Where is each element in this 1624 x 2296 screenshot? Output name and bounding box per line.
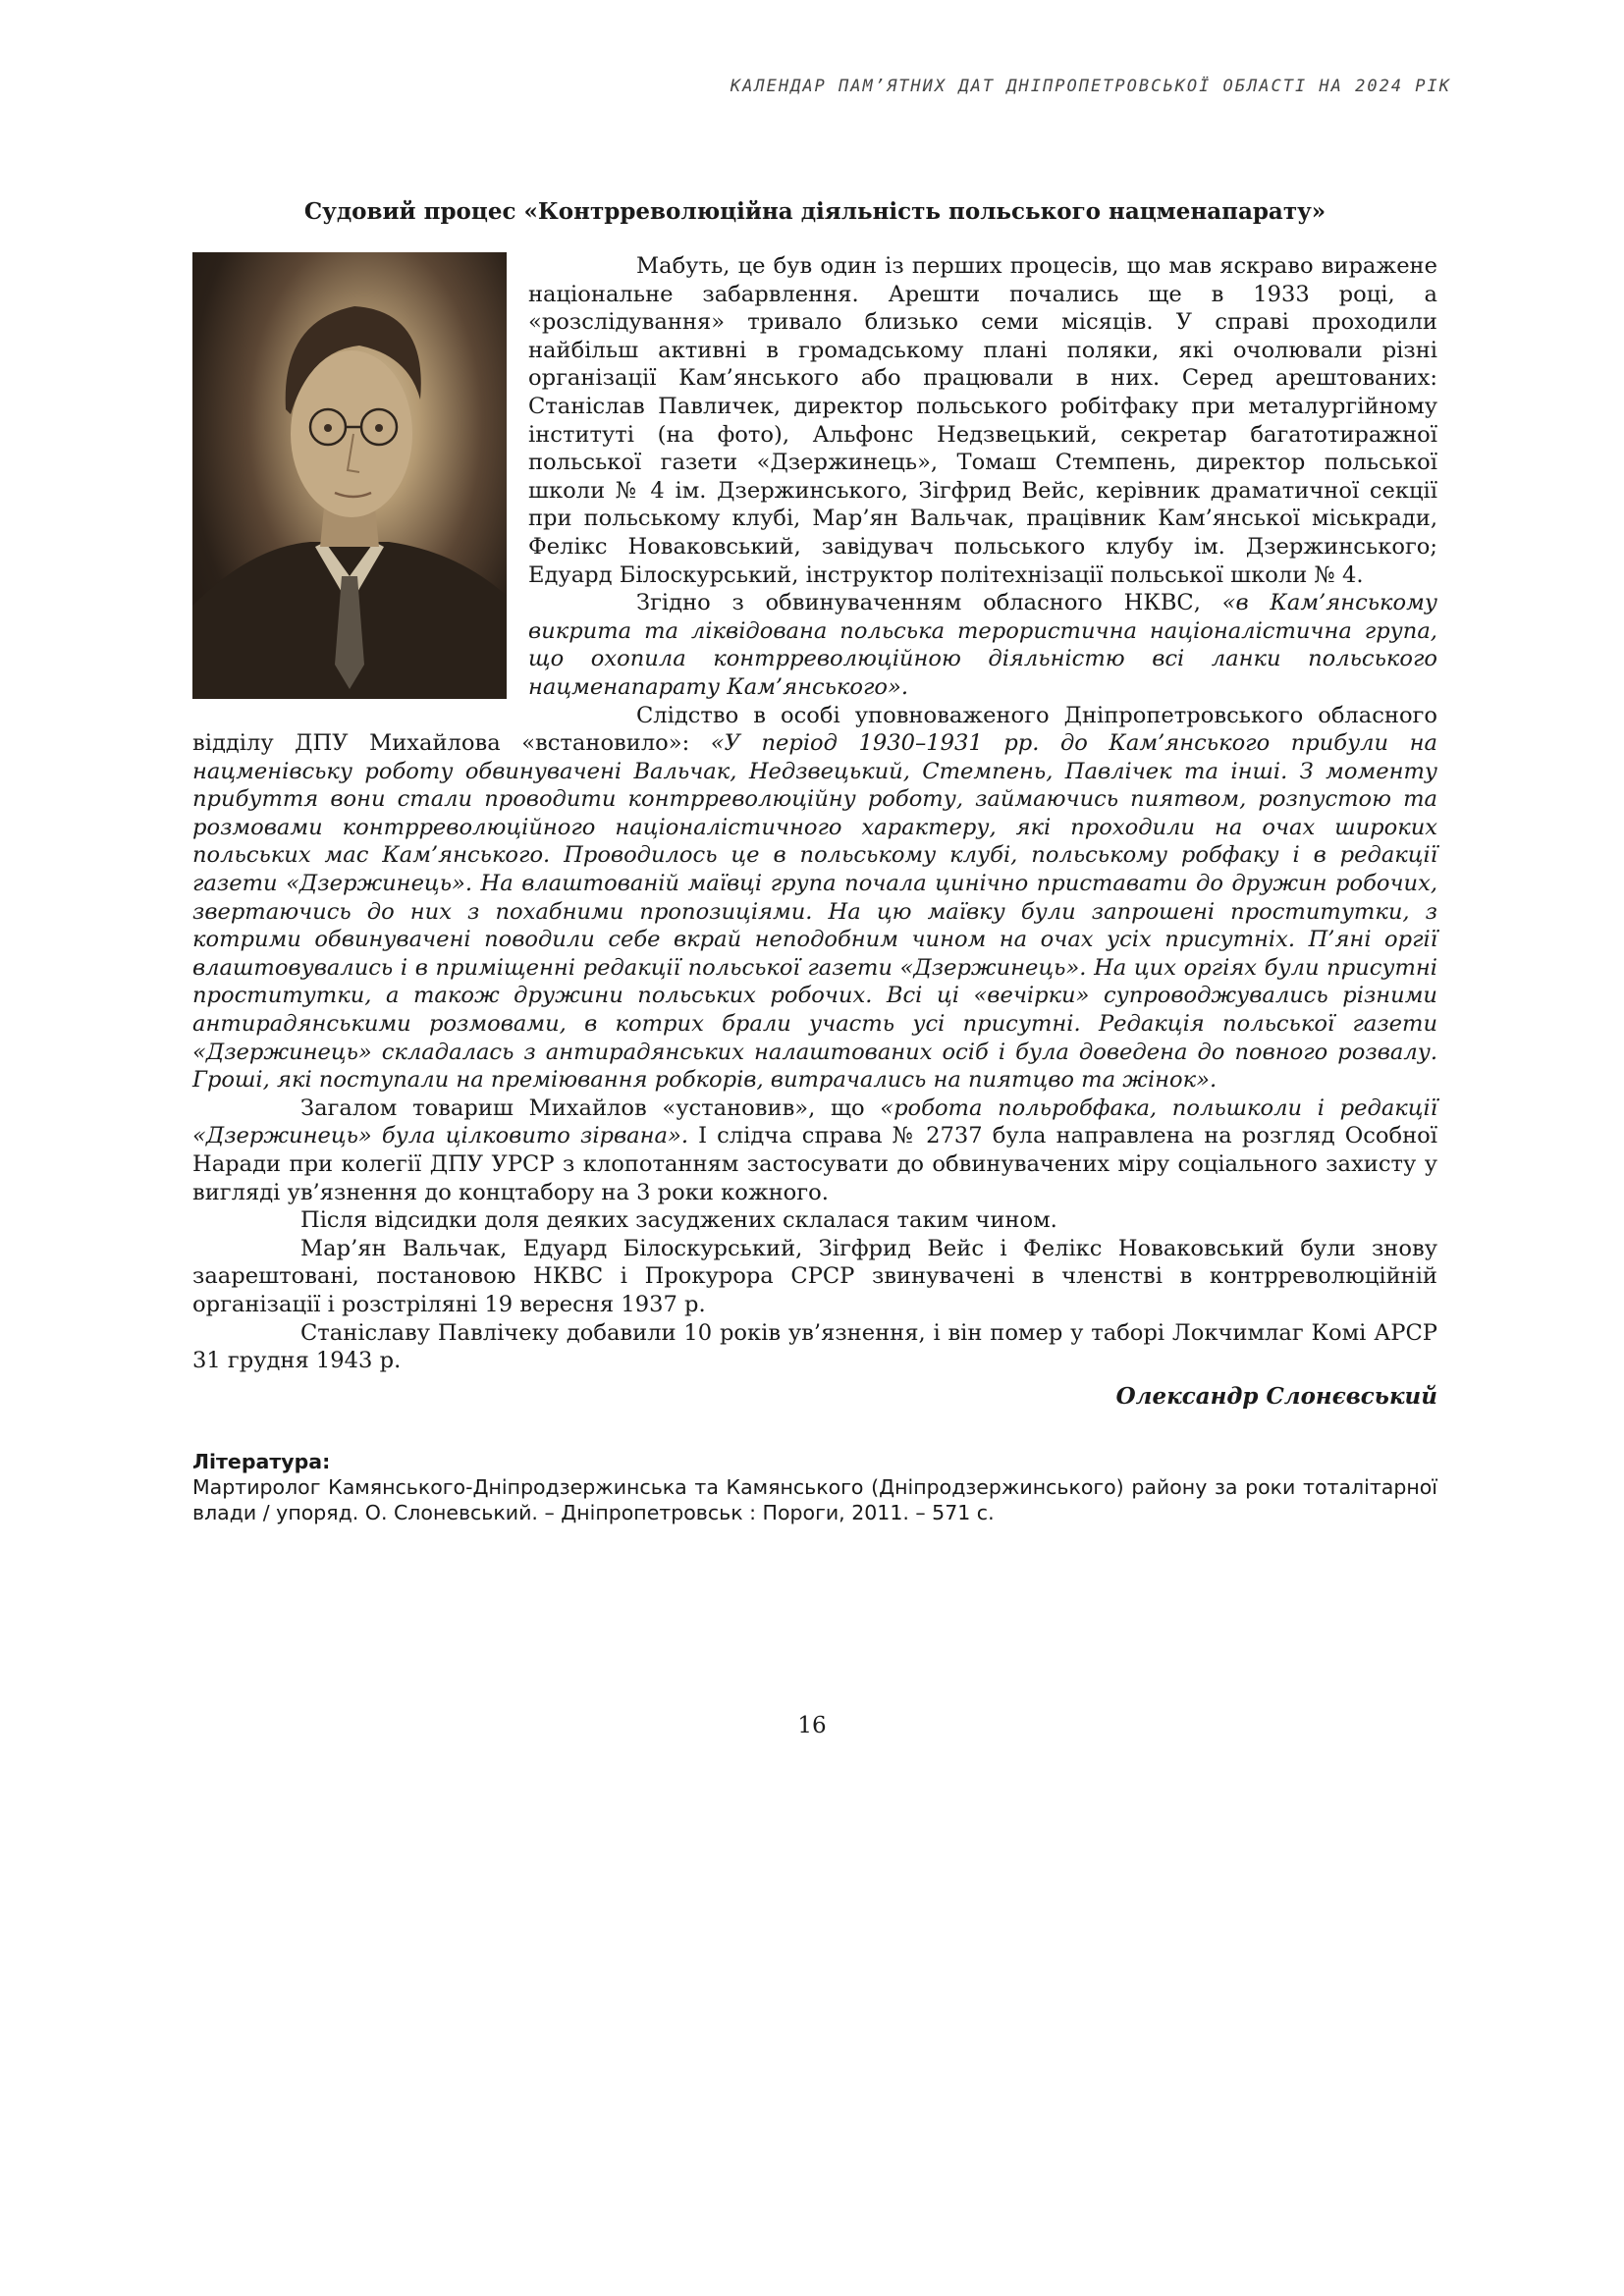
paragraph-6: Мар’ян Вальчак, Едуард Білоскурський, Зігфрид Вейс і Фелікс Новаковський були знову заарештовані, постановою НКВС і Прокурора СРСР звинувачені в членстві в контрреволюційній організації і розстріляні 19 вересня 1937 р.	[192, 1235, 1437, 1317]
paragraph-2-quote: «в Кам’янському викрита та ліквідована польська терористична націоналістична група, що охопила контрреволюційною діяльністю всі ланки польського нацменапарату Кам’янського».	[528, 590, 1437, 700]
paragraph-3-lead: Слідство в особі уповноваженого Дніпропетровського обласного відділу ДПУ Михайлова «встановило»:	[192, 702, 1437, 757]
paragraph-4	[192, 1095, 1437, 1206]
page-number: 16	[797, 1713, 827, 1738]
paragraph-3	[192, 702, 1437, 1095]
portrait-photo	[192, 252, 507, 699]
author-signature: Олександр Слонєвський	[1115, 1382, 1437, 1410]
paragraph-4-lead: Загалом товариш Михайлов «установив», що	[300, 1095, 881, 1121]
paragraph-7: Станіславу Павлічеку добавили 10 років ув’язнення, і він помер у таборі Локчимлаг Комі АРСР 31 грудня 1943 р.	[192, 1319, 1437, 1374]
paragraph-2-lead: Згідно з обвинуваченням обласного НКВС,	[636, 590, 1222, 616]
literature-section	[192, 1449, 1437, 1525]
paragraph-5: Після відсидки доля деяких засуджених склалася таким чином.	[300, 1207, 1057, 1234]
article-title: Судовий процес «Контрреволюційна діяльність польського нацменапарату»	[303, 198, 1326, 225]
literature-heading: Література:	[192, 1449, 331, 1473]
paragraph-1: Мабуть, це був один із перших процесів, що мав яскраво виражене національне забарвлення. Арешти почались ще в 1933 році, а «розслідування» тривало близько семи місяців. У справі проходили найбільш активні в громадському плані поляки, які очолювали різні організації Кам’янського або працювали в них. Серед арештованих: Станіслав Павличек, директор польського робітфаку при металургійному інституті (на фото), Альфонс Недзвецький, секретар багатотиражної польської газети «Дзержинець», Томаш Стемпень, директор польської школи № 4 ім. Дзержинського, Зігфрид Вейс, керівник драматичної секції при польському клубі, Мар’ян Вальчак, працівник Кам’янської міськради, Фелікс Новаковський, завідувач польського клубу ім. Дзержинського; Едуард Білоскурський, інструктор політехнізації польської школи № 4.	[528, 253, 1437, 588]
portrait-illustration	[192, 252, 507, 699]
article	[192, 198, 1437, 1525]
paragraph-4-quote: «робота польробфака, польшколи і редакції «Дзержинець» була цілковито зірвана».	[192, 1095, 1437, 1149]
paragraph-4-tail: І слідча справа № 2737 була направлена на розгляд Особної Наради при колегії ДПУ УРСР з клопотанням застосувати до обвинувачених міру соціального захисту у вигляді ув’язнення до концтабору на 3 роки кожного.	[192, 1123, 1437, 1205]
paragraph-3-quote: «У період 1930–1931 рр. до Кам’янського прибули на нацменівську роботу обвинувачені Вальчак, Недзвецький, Стемпень, Павлічек та інші. З моменту прибуття вони стали проводити контрреволюційну роботу, займаючись пиятвом, розпустою та розмовами контрреволюційного націоналістичного характеру, які проходили на очах широких польських мас Кам’янського. Проводилось це в польському клубі, польському робфаку і в редакції газети «Дзержинець». На влаштованій маївці група почала цинічно приставати до дружин робочих, звертаючись до них з похабними пропозиціями. На цю маївку були запрошені проститутки, з котрими обвинувачені поводили себе вкрай неподобним чином на очах усіх присутніх. П’яні оргії влаштовувались і в приміщенні редакції польської газети «Дзержинець». На цих оргіях були присутні проститутки, а також дружини польських робочих. Всі ці «вечірки» супроводжувались різними антирадянськими розмовами, в котрих брали участь усі присутні. Редакція польської газети «Дзержинець» складалась з антирадянських налаштованих осіб і була доведена до повного розвалу. Гроші, які поступали на преміювання робкорів, витрачались на пиятцво та жінок».	[192, 730, 1437, 1094]
running-header: КАЛЕНДАР ПАМ’ЯТНИХ ДАТ ДНІПРОПЕТРОВСЬКОЇ ОБЛАСТІ НА 2024 РІК	[730, 77, 1451, 96]
literature-entry: Мартиролог Камянського-Дніпродзержинська та Камянського (Дніпродзержинського) району за роки тоталітарної влади / упоряд. О. Слоневський. – Дніпропетровськ : Пороги, 2011. – 571 с.	[192, 1474, 1437, 1524]
